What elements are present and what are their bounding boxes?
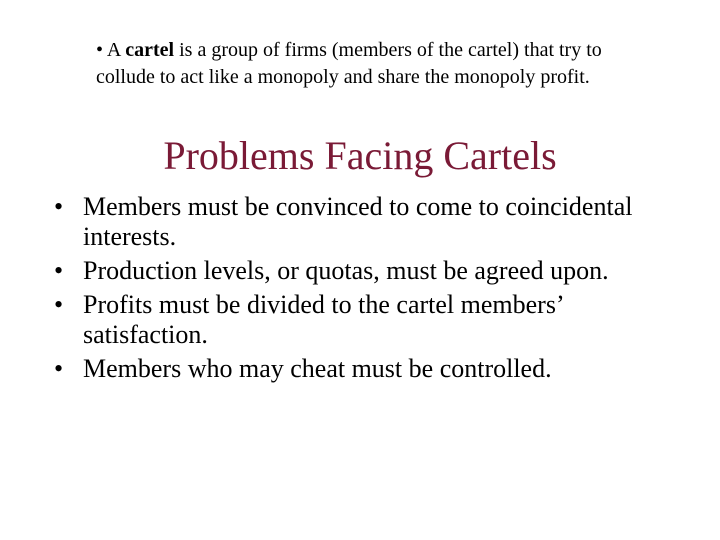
intro-term-cartel: cartel — [125, 39, 175, 61]
bullet-marker: • — [54, 354, 64, 383]
intro-paragraph — [96, 37, 656, 91]
bullet-marker: • — [54, 192, 64, 221]
list-item-text: Members must be convinced to come to coincidental interests. — [83, 192, 633, 251]
list-item — [54, 290, 694, 350]
bullet-marker: • — [54, 256, 64, 285]
list-item-text: Members who may cheat must be controlled. — [83, 354, 552, 383]
intro-bullet: • — [96, 39, 104, 61]
problems-list — [54, 192, 694, 388]
list-item — [54, 192, 694, 252]
intro-prefix: A — [103, 39, 126, 61]
bullet-marker: • — [54, 290, 64, 319]
list-item-text: Production levels, or quotas, must be agreed upon. — [83, 256, 609, 285]
list-item-text: Profits must be divided to the cartel members’ satisfaction. — [83, 290, 563, 349]
intro-definition: is a group of firms (members of the cartel) that try to collude to act like a monopoly and share the monopoly profit. — [96, 39, 602, 88]
list-item — [54, 256, 694, 286]
list-item — [54, 354, 694, 384]
slide-title: Problems Facing Cartels — [163, 133, 557, 178]
